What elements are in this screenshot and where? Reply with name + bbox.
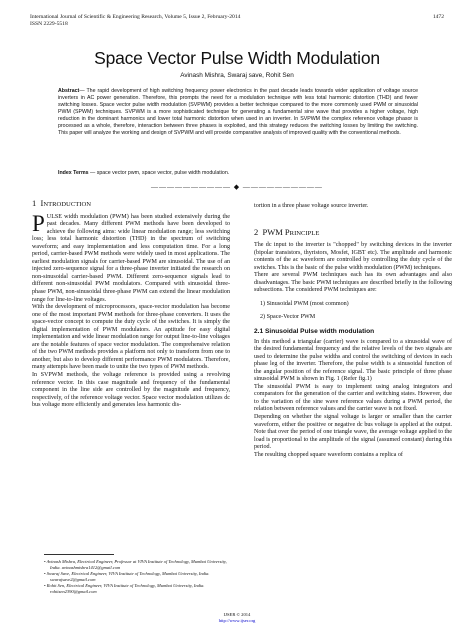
- footnote: • Swaraj Save, Electrical Engineer, VIVA Institute of Technology, Mumbai University, India. swarajsave2@gmail.com: [44, 571, 210, 583]
- footnote: • Rohit Sen, Electrical Engineer, VIVA Institute of Technology, Mumbai University, India. rohitsen2390@gmail.com: [44, 583, 205, 595]
- intro-paragraph-2: With the development of microprocessors, space-vector modulation has become one of the most important PWM methods for three-phase converters. It uses the space-vector concept to compute the duty cycle of the switches. It is simply the digital implementation of PWM modulators. An aptitude for easy digital implementation and wide linear modulation range for output line-to-line voltages are the notable features of space vector modulation. The comprehensive relation of the two PWM methods provides a platform not only to transform from one to another, but also to develop different performance PWM modulators. Therefore, many attempts have been made to unite the two types of PWM methods.: [32, 304, 230, 371]
- page-number: 1472: [432, 14, 444, 20]
- drop-cap: P: [32, 210, 45, 236]
- abstract-label: Abstract: [58, 88, 80, 94]
- running-header: [30, 14, 444, 28]
- copyright: IJSER © 2014: [223, 612, 251, 617]
- continuation-text: tortion in a three phase voltage source inverter.: [254, 203, 369, 209]
- journal-link[interactable]: http://www.ijser.org: [218, 618, 256, 623]
- section-heading-introduction: 1 INTRODUCTION: [32, 198, 91, 208]
- list-item: 1) Sinusoidal PWM (most common): [260, 300, 349, 307]
- journal-name: International Journal of Scientific & Engineering Research, Volume 5, Issue 2, February-2014: [30, 14, 241, 20]
- section-divider: —————————— ◆ ——————————: [151, 183, 323, 191]
- abstract-text: — The rapid development of high switching frequency power electronics in the past decade leads towards wider application of voltage source inverters in AC power generation. Therefore, this prompts the need for a modulation technique with less total harmonic distortion (THD) and fewer switching losses. Space vector pulse width modulation (SVPWM) provides a better technique compared to the more commonly used PWM or sinusoidal PWM (SPWM) techniques. SVPWM is a more sophisticated technique for generating a fundamental sine wave that provides a higher voltage, high reduction in the dominant harmonics and lower total harmonic distortion when used in an inverter. In SVPWM the complex reference voltage phasor is processed as a whole, therefore, interaction between three phases is exploited, and this strategy reduces the switching losses by limiting the switching. This paper will analyze the working and design of SVPWM and will provide comparative analysis of improved quality with the conventional methods.: [58, 88, 418, 136]
- left-column: [32, 200, 230, 410]
- section-number: 1: [32, 198, 37, 208]
- author-footnotes: [44, 559, 232, 596]
- abstract: [58, 88, 418, 137]
- spwm-paragraph-4: The resulting chopped square waveform contains a replica of: [254, 451, 403, 458]
- footnote: • Avinash Mishra, Electrical Engineer, Professor at VIVA Institute of Technology, Mumbai University, India. avinashmishra1412@gmail.com: [44, 559, 227, 571]
- issn: ISSN 2229-5518: [30, 21, 68, 27]
- spwm-paragraph-2: The sinusoidal PWM is easy to implement using analog integrators and comparators for the generation of the carrier and switching states. However, due to the variation of the sine wave reference values during a PWM period, the relation between reference values and the carrier wave is not fixed.: [254, 383, 452, 413]
- page-footer: [0, 612, 474, 624]
- author-list: Avinash Mishra, Swaraj save, Rohit Sen: [180, 72, 294, 79]
- intro-paragraph-3: In SVPWM methods, the voltage reference is provided using a revolving reference vector. In this case magnitude and frequency of the fundamental component in the line side are controlled by the magnitude and frequency, respectively, of the reference voltage vector. Space vector modulation utilizes dc bus voltage more efficiently and generates less harmonic dis-: [32, 372, 230, 409]
- spwm-paragraph-1: In this method a triangular (carrier) wave is compared to a sinusoidal wave of the desired fundamental frequency and the relative levels of the two signals are used to determine the pulse widths and control the switching of devices in each phase leg of the inverter. Therefore, the pulse width is a sinusoidal function of the angular position of the reference signal. The basic principle of three phase sinusoidal PWM is shown in Fig. 1 (Refer fig.1): [254, 338, 452, 383]
- intro-paragraph-1: PULSE width modulation (PWM) has been studied extensively during the past decades. Many different PWM methods have been developed to achieve the following aims: wide linear modulation range; less switching loss; less total harmonic distortion (THD) in the spectrum of switching waveform; and easy implementation and less computation time. For a long period, carrier-based PWM methods were widely used in most applications. The earliest modulation signals for carrier-based PWM are sinusoidal. The use of an injected zero-sequence signal for a three-phase inverter initiated the research on non-sinusoidal carrier-based PWM. Different zero-sequence signals lead to different non-sinusoidal PWM modulators. Compared with sinusoidal three-phase PWM, non-sinusoidal three-phase PWM can extend the linear modulation range for line-to-line voltages.: [32, 210, 230, 303]
- right-column: [254, 203, 452, 459]
- pwm-paragraph-1: The dc input to the inverter is "chopped" by switching devices in the inverter (bipolar transistors, thyristors, Mosfet, IGBT etc). The amplitude and harmonic contents of the ac waveform are controlled by controlling the duty cycle of the switches. This is the basic of the pulse width modulation (PWM) techniques.: [254, 242, 452, 271]
- paper-title: Space Vector Pulse Width Modulation: [94, 48, 380, 68]
- subsection-heading: 2.1 Sinusoidal Pulse width modulation: [254, 328, 375, 336]
- index-terms: [58, 170, 418, 177]
- list-item: 2) Space-Vector PWM: [260, 314, 316, 321]
- spwm-paragraph-3: Depending on whether the signal voltage is larger or smaller than the carrier waveform, either the positive or negative dc bus voltage is applied at the output. Note that over the period of one triangle wave, the average voltage applied to the load is proportional to the amplitude of the signal (assumed constant) during this period.: [254, 414, 452, 451]
- section-heading-pwm-principle: 2 PWM PRINCIPLE: [254, 226, 320, 237]
- index-terms-text: — space vector pwm, space vector, pulse width modulation.: [88, 170, 230, 176]
- index-terms-label: Index Terms: [58, 170, 89, 176]
- pwm-paragraph-2: There are several PWM techniques each has its own advantages and also disadvantages. The basic PWM techniques are described briefly in the following subsections. The considered PWM techniques are:: [254, 272, 452, 294]
- footnote-rule: [44, 554, 114, 555]
